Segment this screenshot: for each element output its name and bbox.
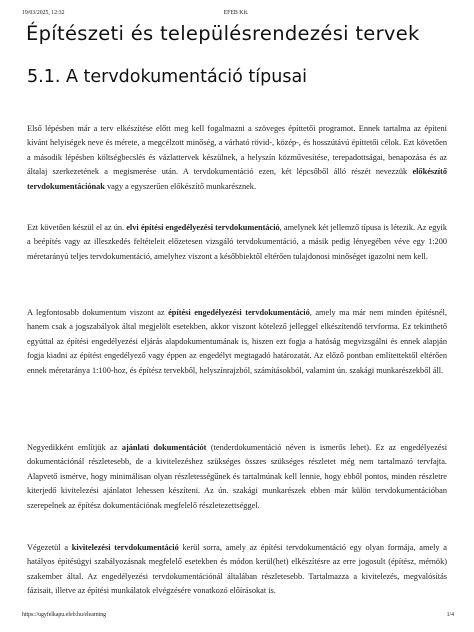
text-run: A legfontosabb dokumentum viszont az bbox=[27, 308, 169, 317]
paragraph-kivitelezesi bbox=[27, 541, 447, 599]
text-run: Ezt követően készül el az ún. bbox=[27, 223, 127, 232]
page-title: Építészeti és településrendezési tervek bbox=[26, 22, 420, 45]
text-run: kerül sorra, amely az építési tervdokumentáció egy olyan formája, amely a hatályos építésügyi szabályozásnak megfelelő esetekben és módon kerül(het) elkészítésre az erre jogosult (építész, mérnök) szakember által. Az engedélyezési tervdokumentációnál általában részletesebb. Tartalmazza a kivitelezés, megvalósítás fázisait, illetve az építési munkálatok elvégzésére vonatkozó előírásokat is. bbox=[27, 543, 447, 596]
bold-term: ajánlati dokumentációt bbox=[121, 443, 207, 452]
text-run: vagy a egyszerűen előkészítő munkarésznek. bbox=[104, 181, 257, 191]
paragraph-engedelyezesi bbox=[27, 306, 447, 378]
text-run: Végezetül a bbox=[27, 543, 72, 552]
paragraph-ajanlati bbox=[27, 441, 447, 513]
bold-term: elvi építési engedélyezési tervdokumentáció bbox=[126, 223, 280, 232]
text-run: Első lépésben már a terv elkészítése előtt meg kell fogalmazni a szöveges építtetői programot. Ennek tartalma az építeni kívánt helyiségek neve és mérete, a megcélzott minőség, a várható rövid-, közép-, és hosszútávú építtetői célok. Ezt követően a második lépésben költségbecslés és vázlattervek készülnek, a helyszín közművesítése, terepadottságai, benapozása és az általaj szerkezetének a megismerése után. A tervdokumentáció ezen, két lépcsőből álló részét nevezzük bbox=[27, 124, 447, 177]
bold-term: előkészítő tervdokumentációnak bbox=[27, 167, 447, 191]
page-number: 1/4 bbox=[446, 612, 454, 618]
bold-term: építési engedélyezési tervdokumentáció bbox=[168, 308, 310, 317]
print-datetime: 19/03/2025, 12:32 bbox=[22, 10, 65, 16]
section-heading: 5.1. A tervdokumentáció típusai bbox=[27, 67, 308, 87]
bold-term: kivitelezési tervdokumentáció bbox=[71, 543, 179, 552]
organization-name: EFEB Kft. bbox=[223, 10, 249, 16]
page-footer bbox=[0, 612, 474, 622]
text-run: (tenderdokumentáció néven is ismerős lehet). Ez az engedélyezési dokumentációnál részletesebb, de a kivitelezéshez szükséges összes szükséges részletet még nem tartalmazó tervfajta. Alapvető ismérve, hogy minimálisan olyan részletességűnek és tartalmúnak kell lennie, hogy ebből pontos, minden részletre kiterjedő kivitelezési ajánlatot lehessen készíteni. Az ún. szakági munkarészek ebben már külön tervdokumentációban szerepelnek az építész dokumentációnak megfelelő részletezettséggel. bbox=[27, 443, 447, 510]
text-run: , amelynek két jellemző típusa is létezik. Az egyik a beépítés vagy az illeszkedés feltételeit előzetesen vizsgáló tervdokumentáció, a másik pedig lényegében véve egy 1:200 méretarányú teljes tervdokumentáció, amelyhez viszont a későbbiektől eltérően tulajdonosi minőséget igazolni nem kell. bbox=[27, 223, 448, 261]
text-run: Negyedikként említjük az bbox=[27, 443, 122, 452]
footer-url[interactable]: https://ugyfelkapu.efeb.hu/elearning bbox=[22, 612, 107, 618]
paragraph-elvi-engedelyezes bbox=[27, 221, 447, 264]
page-header bbox=[0, 10, 474, 20]
paragraph-intro bbox=[27, 122, 447, 194]
text-run: , amely ma már nem minden építésnél, hanem csak a jogszabályok által megjelölt esetekben, akkor viszont kötelező jelleggel elkészítendő tervforma. Ez tekinthető egyúttal az építési engedélyezési eljárás alapdokumentumának is, hiszen ezt fogja a hatóság megvizsgálni és ennek alapján fogja kiadni az építést engedélyező vagy éppen az engedélyt megtagadó határozatát. Az előző pontban említettektől eltérően ennek méretaránya 1:100-hoz, és építész tervekből, helyszínrajzból, számításokból, valamint ún. szakági munkarészekből áll. bbox=[27, 308, 448, 375]
